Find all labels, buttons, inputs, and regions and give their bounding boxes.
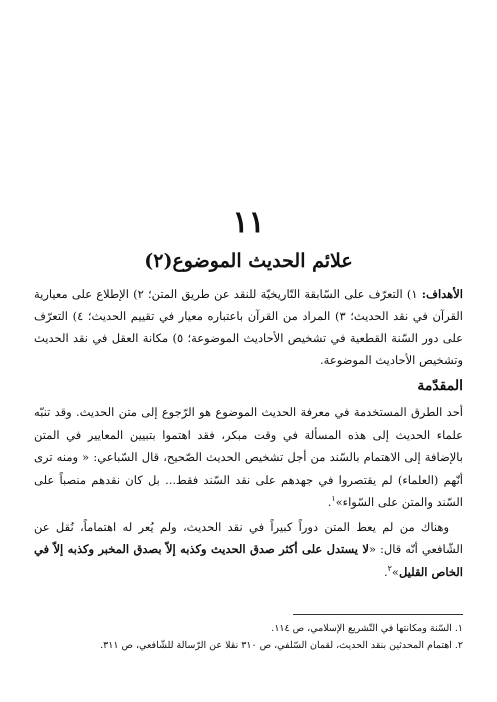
intro-paragraph-2-text: وهناك من لم يعط المتن دوراً كبيراً في نقد الحديث، ولم يُعر له اهتماماً، نُقل عن الشّافعي أنّه قال: « (34, 519, 464, 556)
footnote-ref-2: ٢ (387, 563, 392, 573)
footnote-divider (293, 614, 463, 615)
objectives-text: ١) التعرّف على السّابقة التّاريخيّة للنقد عن طريق المتن؛ ٢) الإطلاع على معيارية القرآن في نقد الحديث؛ ٣) المراد من القرآن باعتباره معيار في تقييم الحديث؛ ٤) التعرّف على دور السّنة القطعية في تشخيص الأحاديث الموضوعة؛ ٥) مكانة العقل في نقد الحديث وتشخيص الأحاديث الموضوعة. (34, 287, 463, 367)
document-page (34, 0, 463, 702)
intro-body (34, 401, 463, 583)
intro-paragraph-1-text: أحد الطرق المستخدمة في معرفة الحديث الموضوع هو الرّجوع إلى متن الحديث. وقد تنبّه علماء الحديث إلى هذه المسألة في وقت مبكر، فقد اهتموا بتبيين المعايير في المتن بالإضافة إلى الاهتمام بالسّند من أجل تشخيص الحديث الصّحيح، قال السّباعي: « ومنه ترى أنّهم (العلماء) لم يقتصروا في جهدهم على نقد السّند فقط... بل كان نقدهم منصباً على السّند والمتن على السّواء» (34, 405, 463, 509)
footnote-ref-1: ١ (331, 494, 336, 504)
intro-paragraph-2: وهناك من لم يعط المتن دوراً كبيراً في نقد الحديث، ولم يُعر له اهتماماً، نُقل عن الشّافعي أنّه قال: «لا يستدل على أكثر صدق الحديث وكذبه إلاّ بصدق المخبر وكذبه إلاّ في الخاص القليل»$^٢$. (34, 519, 464, 579)
objectives-label: الأهداف: (421, 287, 463, 301)
footnotes (34, 620, 463, 654)
section-heading: المقدّمة (417, 378, 463, 394)
chapter-title: علائم الحديث الموضوع(٢) (144, 250, 353, 272)
footnote-2: ٢. اهتمام المحدثين بنقد الحديث، لقمان السّلفي، ص ٣١٠ نقلا عن الرّسالة للشّافعي، ص ٣١١. (100, 640, 463, 651)
intro-paragraph-1: أحد الطرق المستخدمة في معرفة الحديث الموضوع هو الرّجوع إلى متن الحديث. وقد تنبّه علماء الحديث إلى هذه المسألة في وقت مبكر، فقد اهتموا بتبيين المعايير في المتن بالإضافة إلى الاهتمام بالسّند من أجل تشخيص الحديث الصّحيح، قال السّباعي: « ومنه ترى أنّهم (العلماء) لم يقتصروا في جهدهم على نقد السّند فقط... بل كان نقدهم منصباً على السّند والمتن على السّواء»$^١$. (34, 405, 463, 509)
objectives-paragraph (34, 283, 463, 371)
quote-close: » (391, 564, 399, 579)
chapter-number: ١١ (232, 205, 265, 240)
shafii-quote: لا يستدل على أكثر صدق الحديث وكذبه إلاّ بصدق المخبر وكذبه إلاّ في الخاص القليل (34, 542, 463, 579)
footnote-1: ١. السّنة ومكانتها في التّشريع الإسلامي، ص ١١٤. (271, 623, 463, 634)
